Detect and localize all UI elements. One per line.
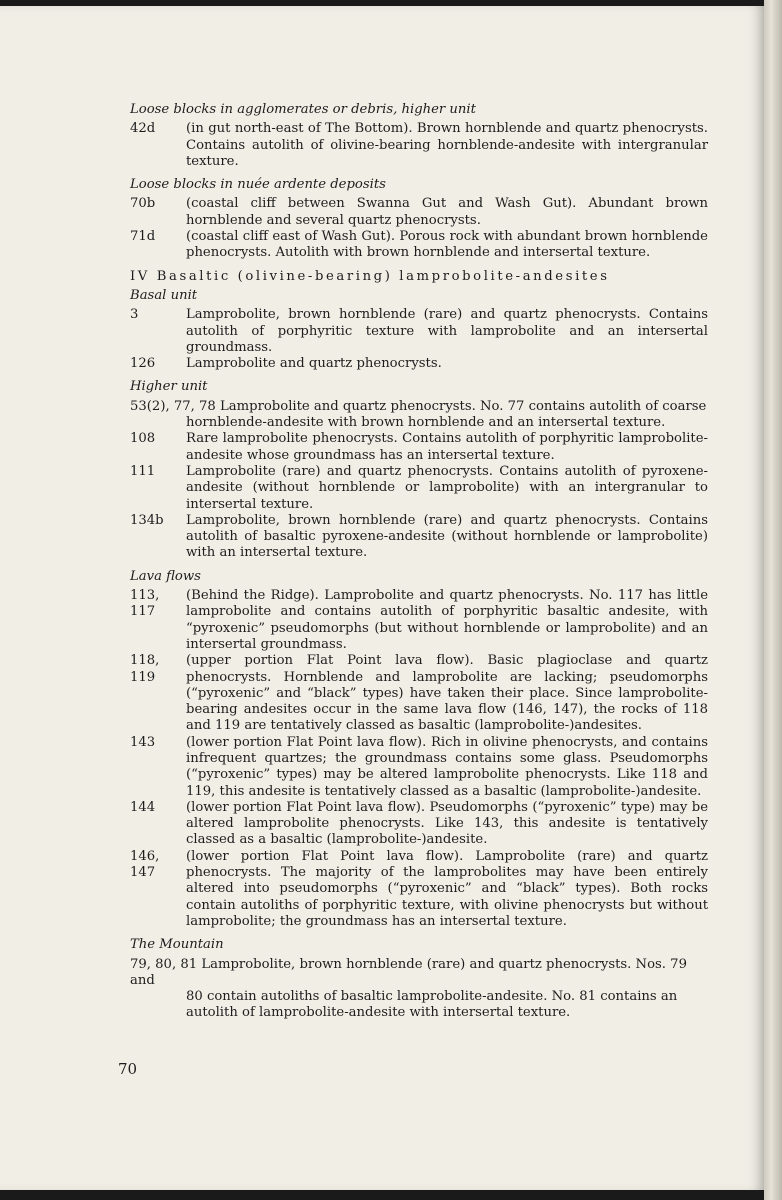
entry-144: [130, 800, 708, 849]
sample-number: 70b: [130, 196, 156, 212]
sample-description: (lower portion Flat Point lava flow). Lamprobolite (rare) and quartz phenocrysts. The majority of the lamprobolites may have been entirely altered into pseudomorphs (“pyroxenic” and “black” types). Both rocks contain autoliths of porphyritic texture, with olivine phenocrysts but without lamprobolite; the groundmass has an intersertal texture.: [186, 848, 708, 929]
section-heading-loose-blocks-nuee: Loose blocks in nuée ardente deposits: [130, 177, 386, 193]
entry-134b: [130, 513, 708, 562]
sample-number: 118, 119: [130, 653, 160, 685]
entry-42d: [130, 121, 708, 170]
sample-description: (lower portion Flat Point lava flow). Rich in olivine phenocrysts, and contains infrequent quartzes; the groundmass contains some glass. Pseudomorphs (“pyroxenic” types) may be altered lamprobolite phenocrysts. Like 118 and 119, this andesite is tentatively classed as a basaltic (lamprobolite-)andesite.: [186, 734, 708, 799]
entry-108: [130, 431, 708, 464]
sample-description-continuation: hornblende-andesite with brown hornblende and an intersertal texture.: [186, 415, 666, 431]
sample-number: 146, 147: [130, 848, 160, 881]
sample-number: 79, 80, 81: [130, 956, 198, 972]
entry-71d: [130, 229, 708, 262]
sample-number: 111: [130, 463, 156, 479]
sample-description-lead: Lamprobolite and quartz phenocrysts. No. 77 contains autolith of coarse: [220, 398, 707, 414]
section-heading-the-mountain: The Mountain: [130, 937, 224, 953]
group-heading-iv: IV Basaltic (olivine-bearing) lamprobolite-andesites: [130, 268, 610, 284]
entry-53-77-78: [130, 399, 708, 432]
sample-description: (in gut north-east of The Bottom). Brown hornblende and quartz phenocrysts. Contains autolith of olivine-bearing hornblende-andesite with intergranular texture.: [186, 121, 708, 169]
sample-description: (coastal cliff east of Wash Gut). Porous rock with abundant brown hornblende phenocrysts. Autolith with brown hornblende and intersertal texture.: [186, 229, 708, 261]
sample-number: 53(2), 77, 78: [130, 398, 216, 414]
section-heading-loose-blocks-agglomerates: Loose blocks in agglomerates or debris, higher unit: [130, 102, 476, 117]
sample-number: 42d: [130, 121, 156, 137]
sample-description: (upper portion Flat Point lava flow). Basic plagioclase and quartz phenocrysts. Hornblende and lamprobolite are lacking; pseudomorphs (“pyroxenic” and “black” types) have taken their place. Since lamprobolite-bearing andesites occur in the same lava flow (146, 147), the rocks of 118 and 119 are tentatively classed as basaltic (lamprobolite-)andesites.: [186, 653, 708, 734]
page-content: [130, 102, 708, 1022]
sample-description: Lamprobolite and quartz phenocrysts.: [186, 356, 442, 372]
sample-number: 3: [130, 307, 139, 323]
sample-description-continuation: 80 contain autoliths of basaltic lamprobolite-andesite. No. 81 contains an autolith of lamprobolite-andesite with intersertal texture.: [186, 989, 678, 1021]
sample-description: Lamprobolite, brown hornblende (rare) and quartz phenocrysts. Contains autolith of porphyritic texture with lamprobolite and an intersertal groundmass.: [186, 307, 708, 355]
section-heading-higher-unit: Higher unit: [130, 379, 208, 395]
entry-146-147: [130, 849, 708, 930]
entry-143: [130, 735, 708, 800]
entry-118-119: [130, 653, 708, 734]
section-heading-basal-unit: Basal unit: [130, 287, 198, 303]
sample-description: Rare lamprobolite phenocrysts. Contains autolith of porphyritic lamprobolite-andesite whose groundmass has an intersertal texture.: [186, 431, 708, 463]
sample-number: 126: [130, 356, 156, 372]
sample-number: 134b: [130, 512, 164, 528]
sample-description: Lamprobolite (rare) and quartz phenocrysts. Contains autolith of pyroxene-andesite (without hornblende or lamprobolite) with an intergranular to intersertal texture.: [186, 463, 708, 512]
sample-description: Lamprobolite, brown hornblende (rare) and quartz phenocrysts. Contains autolith of basaltic pyroxene-andesite (without hornblende or lamprobolite) with an intersertal texture.: [186, 512, 708, 561]
sample-number: 71d: [130, 229, 156, 245]
section-heading-lava-flows: Lava flows: [130, 568, 201, 584]
entry-113-117: [130, 588, 708, 653]
page-number: 70: [118, 1060, 138, 1078]
sample-number: 108: [130, 431, 156, 447]
sample-number: 144: [130, 799, 156, 815]
sample-description-lead: Lamprobolite, brown hornblende (rare) and quartz phenocrysts. Nos. 79 and: [130, 956, 687, 988]
sample-number: 143: [130, 734, 156, 750]
sample-description: (lower portion Flat Point lava flow). Pseudomorphs (“pyroxenic” type) may be altered lamprobolite phenocrysts. Like 143, this andesite is tentatively classed as a basaltic (lamprobolite-)andesite.: [186, 799, 708, 848]
entry-79-80-81: [130, 957, 708, 1022]
entry-3: [130, 307, 708, 356]
document-page: [0, 6, 764, 1190]
facing-page-edge: [764, 0, 782, 1200]
sample-number: 113, 117: [130, 588, 160, 620]
entry-70b: [130, 196, 708, 229]
entry-126: [130, 356, 708, 372]
sample-description: (Behind the Ridge). Lamprobolite and quartz phenocrysts. No. 117 has little lamprobolite and contains autolith of porphyritic basaltic andesite, with “pyroxenic” pseudomorphs (but without hornblende or lamprobolite) and an intersertal groundmass.: [186, 588, 708, 652]
entry-111: [130, 464, 708, 513]
sample-description: (coastal cliff between Swanna Gut and Wash Gut). Abundant brown hornblende and several quartz phenocrysts.: [186, 196, 708, 228]
